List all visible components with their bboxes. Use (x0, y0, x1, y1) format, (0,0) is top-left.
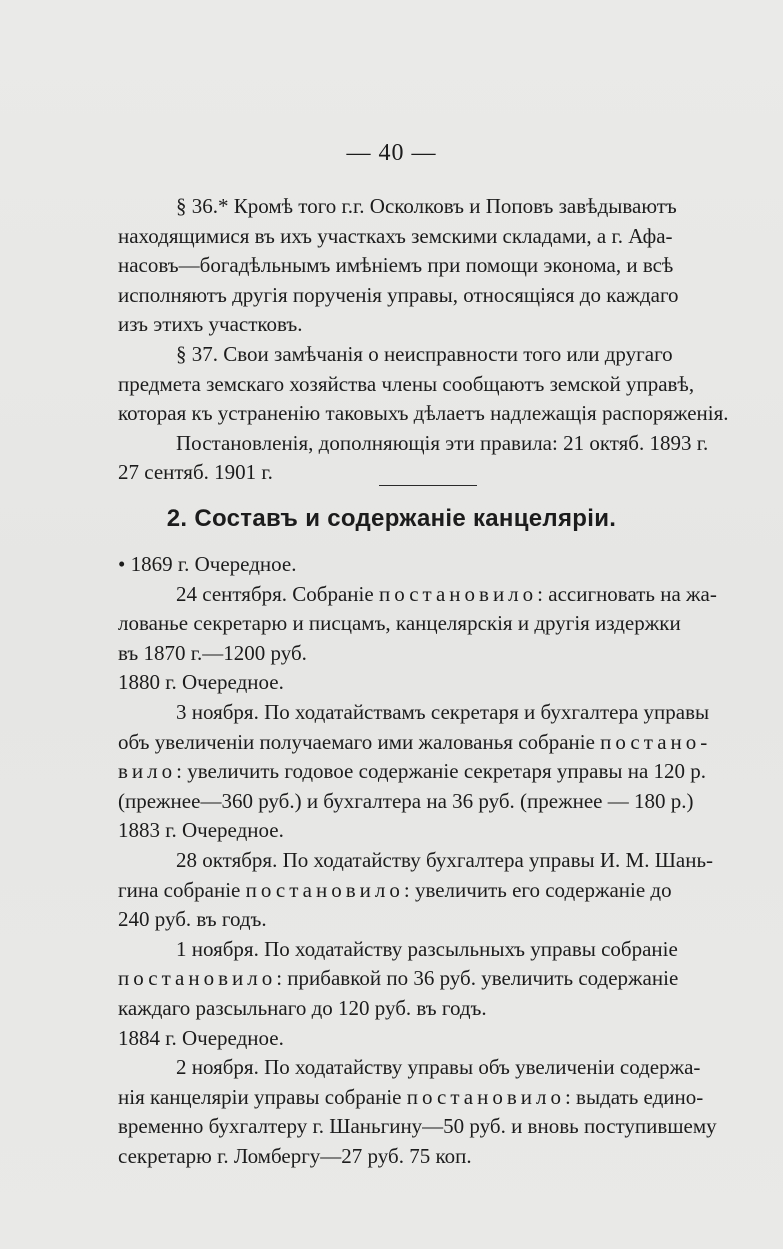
rules-continuation (118, 192, 738, 488)
spaced-word: постановило (245, 877, 404, 902)
entry-text: объ увеличеніи получаемаго ими жалованья собраніе (118, 729, 601, 754)
entry-line: въ 1870 г.—1200 руб. (118, 640, 307, 665)
paragraph-36-line: насовъ—богадѣльнымъ имѣніемъ при помощи эконома, и всѣ (118, 253, 674, 278)
year-heading-1880: 1880 г. Очередное. (118, 670, 284, 695)
entry-line: секретарю г. Ломбергу—27 руб. 75 коп. (118, 1143, 472, 1168)
section-title: 2. Составъ и содержаніе канцеляріи. (166, 505, 617, 532)
paragraph-36-line: исполняютъ другія порученія управы, относящіяся до каждаго (118, 282, 679, 307)
year-heading-1884: 1884 г. Очередное. (118, 1025, 284, 1050)
page-number: — 40 — (346, 140, 437, 166)
entry-text: : ассигновать на жа- (537, 581, 717, 606)
entry-line: 2 ноября. По ходатайству управы объ увеличеніи содержа- (176, 1055, 701, 1080)
resolutions-line: Постановленія, дополняющія эти правила: 21 октяб. 1893 г. (176, 430, 709, 455)
paragraph-36-line: § 36.* Кромѣ того г.г. Осколковъ и Поповъ завѣдываютъ (176, 194, 677, 218)
entry-line (118, 728, 738, 758)
section-divider (379, 485, 477, 486)
paragraph-36-line: находящимися въ ихъ участкахъ земскими складами, а г. Афа- (118, 223, 673, 248)
paragraph-37-line: § 37. Свои замѣчанія о неисправности того или другаго (176, 341, 673, 366)
resolutions-date: 27 сентяб. 1901 г. (118, 460, 273, 485)
spaced-word: постановило (406, 1084, 565, 1109)
spaced-word: постано- (600, 729, 712, 754)
entry-text: 24 сентября. Собраніе (176, 581, 379, 606)
year-heading-1869: • 1869 г. Очередное. (118, 552, 297, 576)
entry-line: временно бухгалтеру г. Шаньгину—50 руб. и вновь поступившему (118, 1114, 717, 1139)
spaced-word: постановило (378, 581, 538, 606)
entry-line: 3 ноября. По ходатайствамъ секретаря и бухгалтера управы (176, 699, 710, 724)
entry-line: 240 руб. въ годъ. (118, 907, 267, 932)
entry-text: нія канцеляріи управы собраніе (118, 1084, 407, 1109)
entry-line: лованье секретарю и писцамъ, канцелярскія и другія издержки (118, 611, 681, 636)
year-heading-1883: 1883 г. Очередное. (118, 818, 284, 843)
entry-line: (прежнее—360 руб.) и бухгалтера на 36 руб. (прежнее — 180 р.) (118, 788, 694, 813)
entry-text: : прибавкой по 36 руб. увеличить содержаніе (276, 966, 679, 991)
entry-text: : увеличить годовое содержаніе секретаря управы на 120 р. (176, 759, 707, 784)
entry-line (118, 1083, 738, 1113)
section-entries (118, 550, 738, 1171)
entry-line (118, 580, 738, 610)
entry-line: каждаго разсыльнаго до 120 руб. въ годъ. (118, 995, 487, 1020)
paragraph-36-line: изъ этихъ участковъ. (118, 312, 303, 337)
entry-line: 28 октября. По ходатайству бухгалтера управы И. М. Шань- (176, 847, 714, 872)
paragraph-37-line: предмета земскаго хозяйства члены сообщаютъ земской управѣ, (118, 371, 695, 396)
entry-text: : увеличить его содержаніе до (403, 877, 672, 902)
entry-text: : выдать едино- (564, 1084, 704, 1109)
entry-line (118, 757, 738, 787)
entry-line: 1 ноября. По ходатайству разсыльныхъ управы собраніе (176, 936, 678, 961)
entry-line (118, 964, 738, 994)
entry-line (118, 876, 738, 906)
paragraph-37-line: которая къ устраненію таковыхъ дѣлаетъ надлежащія распоряженія. (118, 401, 729, 426)
entry-text: гина собраніе (118, 877, 246, 902)
spaced-word: постановило (118, 966, 277, 991)
spaced-word: вило (118, 759, 177, 784)
